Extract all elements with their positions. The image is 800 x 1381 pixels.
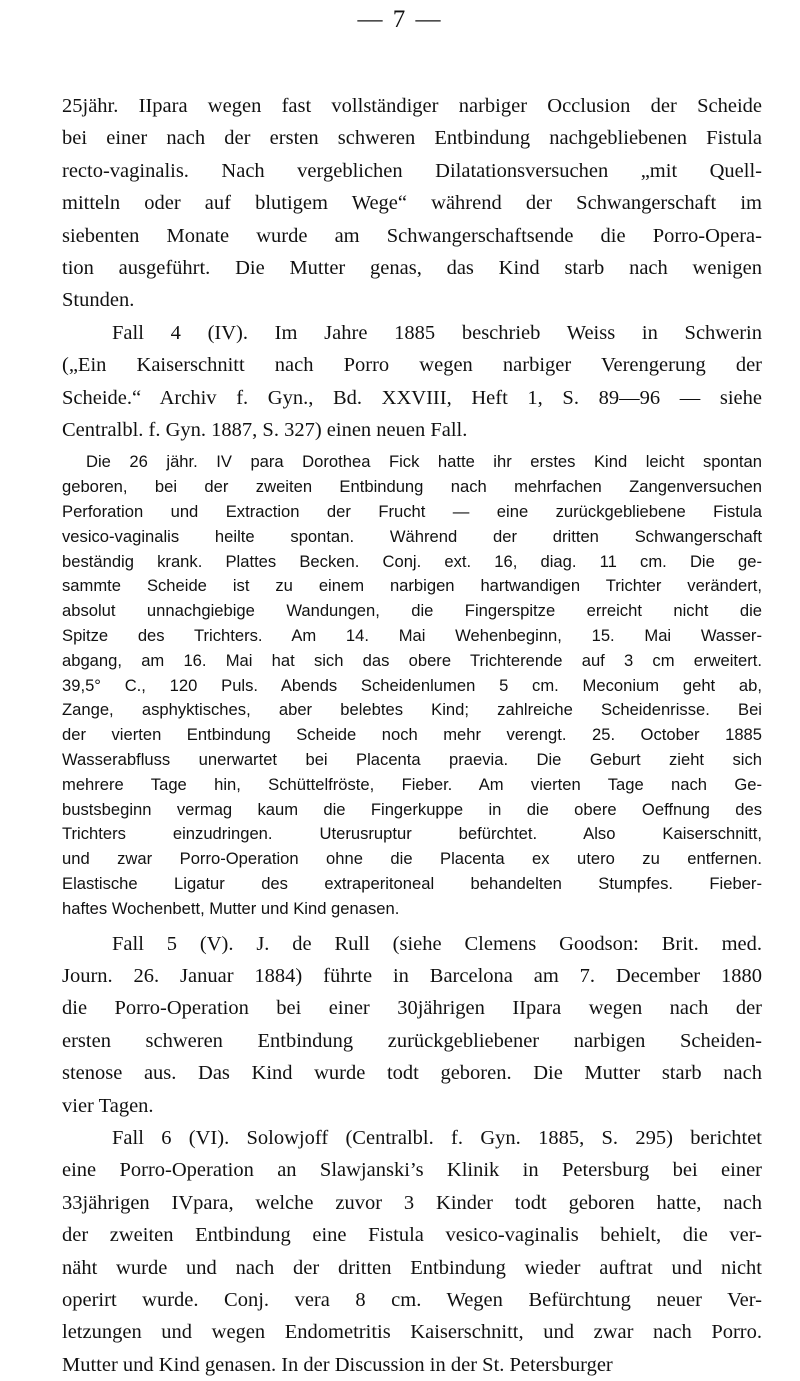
text-line: mitteln oder auf blutigem Wege“ während der Schwangerschaft im xyxy=(62,192,762,215)
paragraph xyxy=(62,90,762,317)
text-line: bei einer nach der ersten schweren Entbindung nachgebliebenen Fistula xyxy=(62,127,762,150)
text-line: Mutter und Kind genasen. In der Discussion in der St. Petersburger xyxy=(62,1353,613,1376)
text-line: Scheide.“ Archiv f. Gyn., Bd. XXVIII, Heft 1, S. 89—96 — siehe xyxy=(62,386,762,409)
text-line: Stunden. xyxy=(62,289,135,312)
text-line: bustsbeginn vermag kaum die Fingerkuppe in die obere Oeffnung des xyxy=(62,799,762,819)
text-line: eine Porro-Operation an Slawjanski’s Klinik in Petersburg bei einer xyxy=(62,1159,762,1182)
text-line: vier Tagen. xyxy=(62,1094,154,1117)
text-line: 25jähr. IIpara wegen fast vollständiger narbiger Occlusion der Scheide xyxy=(62,95,762,117)
paragraph xyxy=(62,928,762,1122)
text-line: operirt wurde. Conj. vera 8 cm. Wegen Befürchtung neuer Ver- xyxy=(62,1289,762,1312)
text-line: 33jährigen IVpara, welche zuvor 3 Kinder todt geboren hatte, nach xyxy=(62,1191,762,1214)
text-line: der vierten Entbindung Scheide noch mehr verengt. 25. October 1885 xyxy=(62,725,762,745)
text-line: die Porro-Operation bei einer 30jährigen IIpara wegen nach der xyxy=(62,997,762,1020)
text-line: abgang, am 16. Mai hat sich das obere Trichterende auf 3 cm erweitert. xyxy=(62,650,762,670)
text-line: beständig krank. Plattes Becken. Conj. ext. 16, diag. 11 cm. Die ge- xyxy=(62,551,762,571)
text-line: tion ausgeführt. Die Mutter genas, das Kind starb nach wenigen xyxy=(62,257,762,280)
text-line: Centralbl. f. Gyn. 1887, S. 327) einen neuen Fall. xyxy=(62,419,468,442)
text-line: mehrere Tage hin, Schüttelfröste, Fieber. Am vierten Tage nach Ge- xyxy=(62,774,762,794)
text-line: und zwar Porro-Operation ohne die Placenta ex utero zu entfernen. xyxy=(62,849,762,869)
text-line: Perforation und Extraction der Frucht — eine zurückgebliebene Fistula xyxy=(62,502,762,522)
page-number: — 7 — xyxy=(357,6,443,33)
text-line: Die 26 jähr. IV para Dorothea Fick hatte ihr erstes Kind leicht spontan xyxy=(86,452,762,472)
text-line: sammte Scheide ist zu einem narbigen hartwandigen Trichter verändert, xyxy=(62,576,762,596)
text-line: Wasserabfluss unerwartet bei Placenta praevia. Die Geburt zieht sich xyxy=(62,750,762,770)
body-text xyxy=(62,90,762,1381)
text-line: näht wurde und nach der dritten Entbindung wieder auftrat und nicht xyxy=(62,1256,762,1279)
text-line: Spitze des Trichters. Am 14. Mai Wehenbeginn, 15. Mai Wasser- xyxy=(62,626,762,646)
text-line: ersten schweren Entbindung zurückgebliebener narbigen Scheiden- xyxy=(62,1029,762,1052)
paragraph xyxy=(62,1122,762,1381)
text-line: Fall 6 (VI). Solowjoff (Centralbl. f. Gyn. 1885, S. 295) berichtet xyxy=(112,1127,762,1150)
text-line: stenose aus. Das Kind wurde todt geboren. Die Mutter starb nach xyxy=(62,1062,762,1085)
text-line: 39,5° C., 120 Puls. Abends Scheidenlumen 5 cm. Meconium geht ab, xyxy=(62,675,762,695)
text-line: Elastische Ligatur des extraperitoneal behandelten Stumpfes. Fieber- xyxy=(62,874,762,894)
text-line: Journ. 26. Januar 1884) führte in Barcelona am 7. December 1880 xyxy=(62,965,762,988)
text-line: recto-vaginalis. Nach vergeblichen Dilatationsversuchen „mit Quell- xyxy=(62,159,762,182)
text-line: Zange, asphyktisches, aber belebtes Kind; zahlreiche Scheidenrisse. Bei xyxy=(62,700,762,720)
text-line: siebenten Monate wurde am Schwangerschaftsende die Porro-Opera- xyxy=(62,224,762,247)
text-line: der zweiten Entbindung eine Fistula vesico-vaginalis behielt, die ver- xyxy=(62,1224,762,1247)
text-line: vesico-vaginalis heilte spontan. Während der dritten Schwangerschaft xyxy=(62,526,762,546)
text-line: letzungen und wegen Endometritis Kaiserschnitt, und zwar nach Porro. xyxy=(62,1321,762,1344)
text-line: geboren, bei der zweiten Entbindung nach mehrfachen Zangenversuchen xyxy=(62,477,762,497)
paragraph xyxy=(62,317,762,447)
text-line: haftes Wochenbett, Mutter und Kind genasen. xyxy=(62,898,400,918)
text-line: absolut unnachgiebige Wandungen, die Fingerspitze erreicht nicht die xyxy=(62,601,762,621)
text-line: („Ein Kaiserschnitt nach Porro wegen narbiger Verengerung der xyxy=(62,354,762,377)
text-line: Fall 5 (V). J. de Rull (siehe Clemens Goodson: Brit. med. xyxy=(112,932,762,955)
text-line: Trichters einzudringen. Uterusruptur befürchtet. Also Kaiserschnitt, xyxy=(62,824,762,844)
text-line: Fall 4 (IV). Im Jahre 1885 beschrieb Weiss in Schwerin xyxy=(112,321,762,344)
case-detail-paragraph xyxy=(62,450,762,921)
